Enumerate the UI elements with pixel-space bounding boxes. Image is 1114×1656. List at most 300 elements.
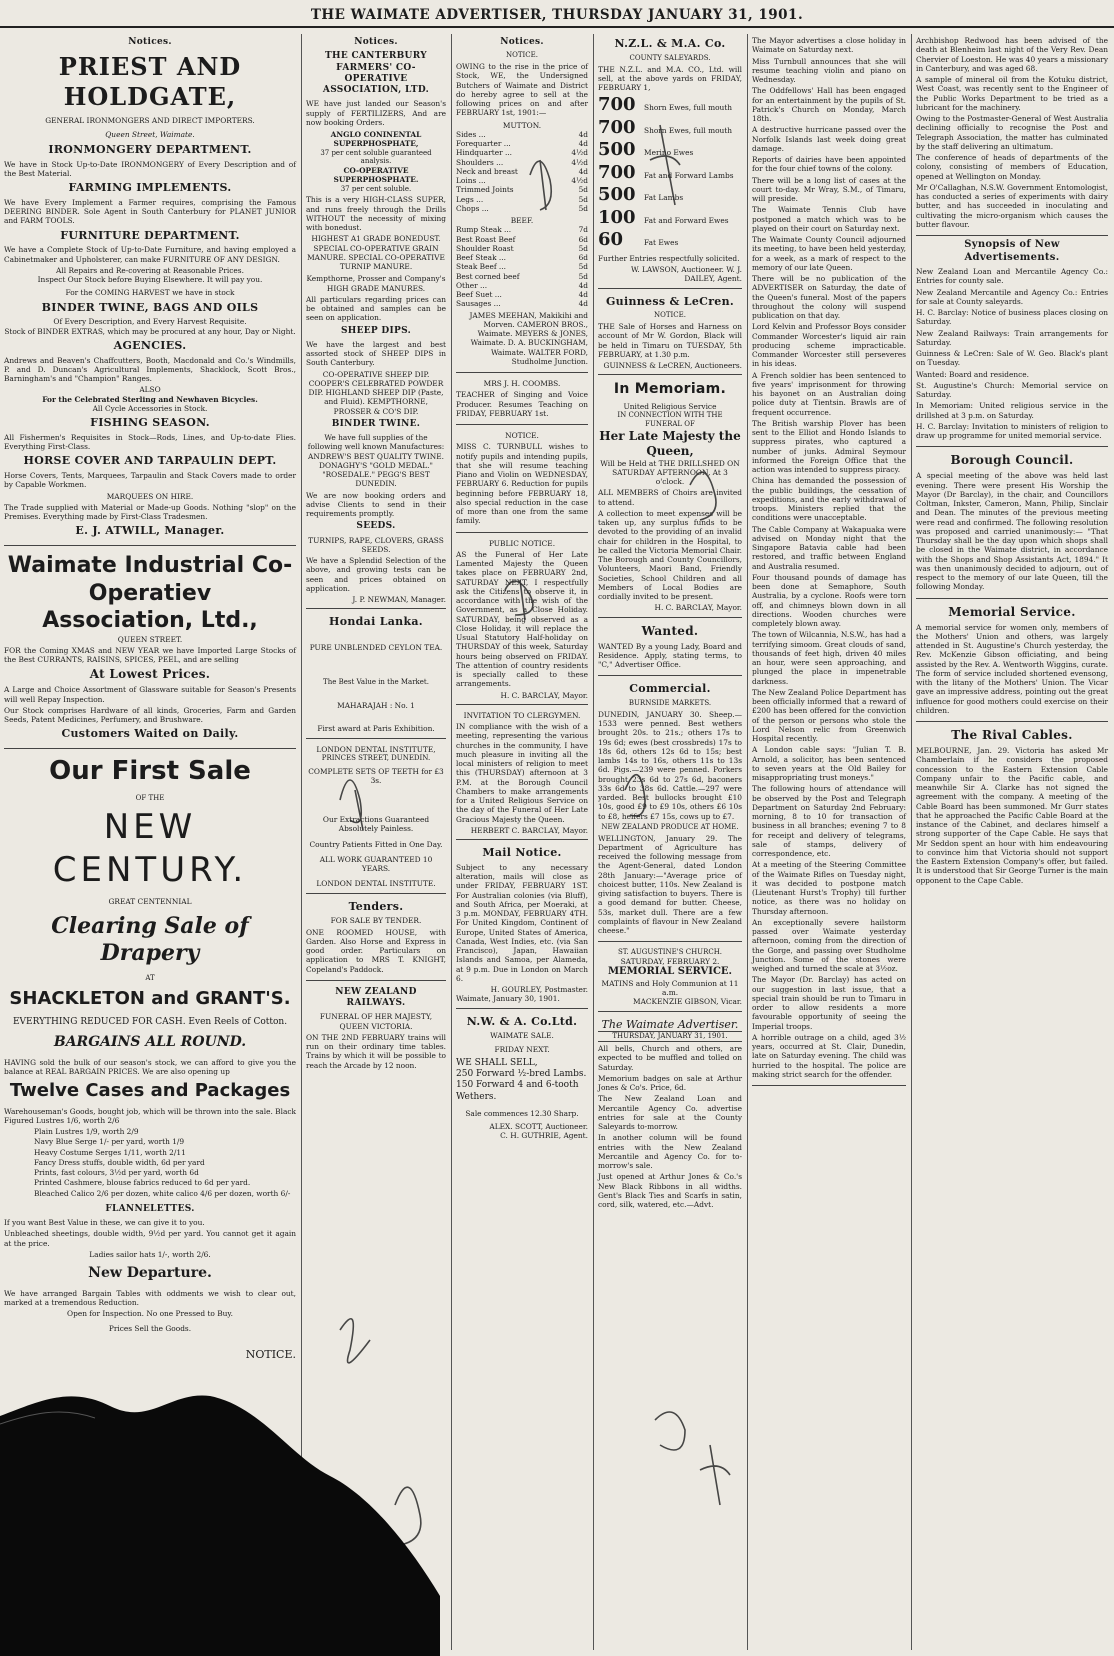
news-item: A destructive hurricane passed over the Norfolk Islands last week doing great damage. [752, 125, 906, 153]
sale-lot-desc: Fat Lambs [644, 193, 684, 203]
mutton-item [456, 167, 588, 176]
railways-trains: ON THE 2ND FEBRUARY trains will run on their ordinary time tables. Trains by which it will be possible to reach the Arcade by 12 noon. [306, 1032, 446, 1070]
hats-note: Ladies sailor hats 1/-, worth 2/6. [89, 1249, 211, 1259]
beef-item-label: Rump Steak ... [456, 225, 512, 235]
notices-header: Notices. [500, 37, 544, 47]
departure-text: We have arranged Bargain Tables with oddments we wish to clear out, marked at a tremendous Reduction. [4, 1288, 296, 1307]
public-notice-heading: PUBLIC NOTICE. [488, 538, 556, 548]
dept-furniture: FURNITURE DEPARTMENT. [60, 228, 240, 242]
coop-super-sub: 37 per cent soluble. [340, 184, 412, 193]
wanted-text: WANTED By a young Lady, Board and Residence. Apply, stating terms, to "C," Advertiser Office. [598, 641, 742, 669]
news-item: There will be no publication of the ADVERTISER on Saturday, the date of the Queen's funeral. Most of the papers throughout the colony will suspend publication on that day. [752, 274, 906, 320]
nzlma-intro: THE N.Z.L. and M.A. CO., Ltd. will sell, at the above yards on FRIDAY, FEBRUARY 1, [598, 64, 742, 92]
mutton-item [456, 148, 588, 157]
beef-item [456, 290, 588, 299]
synopsis-heading: Synopsis of New Advertisements. [964, 239, 1060, 263]
commercial-heading: Commercial. [629, 682, 711, 696]
prices-sell-note: Prices Sell the Goods. [108, 1324, 192, 1334]
news-item: There will be a long list of cases at the court to-day. Mr Wray, S.M., of Timaru, will preside. [752, 175, 906, 203]
cases-text: Warehouseman's Goods, bought job, which will be thrown into the sale. Black Figured Lustres 1/6, worth 2/6 [4, 1106, 296, 1125]
dips-text: We have the largest and best assorted stock of SHEEP DIPS in South Canterbury. [306, 339, 446, 368]
dental-ad [306, 745, 446, 894]
news-item: Miss Turnbull announces that she will resume teaching violin and piano on Wednesday. [752, 56, 906, 84]
coop-title-2: Association, Ltd., [42, 608, 258, 633]
beef-item-price: 4d [578, 280, 588, 290]
memorial-service [916, 605, 1108, 723]
barclay-signature-2: HERBERT C. BARCLAY, Mayor. [470, 825, 588, 835]
butchers-text: OWING to the rise in the price of Stock, WE, the Undersigned Butchers of Waimate and District do hereby agree to sell at the following prices on and after FEBRUARY 1st, 1901:— [456, 62, 588, 118]
guinness-notice: NOTICE. [654, 311, 686, 320]
nzloan-text: The New Zealand Loan and Mercantile Agency Co. advertise entries for sale at the County Saleyards to-morrow. [598, 1094, 742, 1131]
guinness-heading: Guinness & LeCren. [605, 294, 735, 308]
news-item: At a meeting of the Steering Committee of the Waimate Rifles on Tuesday night, it was decided to postpone match (Lieutenant Hurst's Trophy) till further notice, as there was no holiday on Thursday afternoon. [752, 860, 906, 916]
borough-text: A special meeting of the above was held last evening. There were present His Worship the Mayor (Dr Barclay), in the chair, and Councillors Coltman, Inkster, Cameron, Mann, Philip, Sinclair and Dean. The minutes of the previous meeting were read and confirmed. The following resolution was proposed and carried unanimously:— "That Thursday shall be the day upon which shops shall be closed in the Waimate district, in accordance with the Shops and Shop Assistants Act, 1894." It was then unanimously decided to adjourn, out of respect to the memory of our late Queen, till the following Monday. [916, 471, 1108, 592]
news-item: The Oddfellows' Hall has been engaged for an entertainment by the pupils of St. Patrick's Church on Monday, March 18th. [752, 86, 906, 123]
price-costume: Heavy Costume Serges 1/11, worth 2/11 [34, 1147, 186, 1157]
local-news [598, 1018, 742, 1210]
guthrie-signature: C. H. GUTHRIE, Agent. [500, 1131, 588, 1141]
advertiser-title: The Waimate Advertiser. [601, 1017, 739, 1031]
beef-heading: BEEF. [510, 216, 534, 225]
synopsis-item: St. Augustine's Church: Memorial service on Saturday. [916, 380, 1108, 399]
tarpaulin-text: Horse Covers, Tents, Marquees, Tarpaulin and Stack Covers made to order by Capable Workmen. [4, 471, 296, 490]
memorial-service-heading: MEMORIAL SERVICE. [607, 966, 733, 978]
sale-lot [598, 207, 742, 230]
sheep-dips-heading: SHEEP DIPS. [340, 325, 412, 336]
coombs-name: MRS J. H. COOMBS. [483, 379, 561, 388]
augustine-date: SATURDAY, FEBRUARY 2. [620, 957, 720, 966]
news-item: The Waimate County Council adjourned its meeting, to have been held yesterday, for a week, as a mark of respect to the memory of our late Queen. [752, 235, 906, 272]
beef-item-label: Shoulder Roast [456, 243, 514, 253]
also-label: ALSO [139, 385, 161, 395]
augustine-ad [598, 948, 742, 1011]
sale-lot-desc: Fat Ewes [644, 238, 679, 248]
clearing-sale: Clearing Sale of Drapery [51, 912, 249, 966]
mutton-item [456, 185, 588, 194]
firm-subtitle: GENERAL IRONMONGERS AND DIRECT IMPORTERS. [45, 116, 255, 126]
public-notice [456, 539, 588, 705]
news-item: The conference of heads of departments of the colony, consisting of members of Education, opened at Wellington on Monday. [916, 153, 1108, 181]
beef-item-label: Beef Steak ... [456, 253, 506, 262]
beef-item-label: Other ... [456, 280, 488, 290]
coombs-notice [456, 379, 588, 425]
mutton-item-price: 4½d [571, 157, 588, 167]
beef-item-price: 5d [578, 262, 588, 272]
coop-title-1: Waimate Industrial Co-Operatiev [7, 553, 293, 606]
turnbull-text: MISS C. TURNBULL wishes to notify pupils and intending pupils, that she will resume teaching Piano and Violin on WEDNESDAY, FEBRUARY 6. Reduction for pupils beginning before FEBRUARY 18, also special reduction in the case of more than one from the same family. [456, 442, 588, 526]
news-item: China has demanded the possession of the public buildings, the cessation of expeditions, and the early withdrawal of troops. Ministers replied that the conditions were unacceptable. [752, 476, 906, 523]
dental-address: PRINCES STREET, DUNEDIN. [321, 753, 431, 762]
dental-signature: LONDON DENTAL INSTITUTE. [316, 879, 436, 889]
guinness-text: THE Sale of Horses and Harness on account of Mr W. Gordon, Black will be held in Timaru on TUESDAY, 5th FEBRUARY, at 1.30 p.m. [598, 322, 742, 359]
beef-item [456, 244, 588, 253]
invitation-heading: INVITATION TO CLERGYMEN. [463, 710, 581, 720]
beef-item-price: 4d [578, 290, 588, 299]
saleyards-label: COUNTY SALEYARDS. [629, 53, 711, 62]
bells-text: All bells, Church and others, are expected to be muffled and tolled on Saturday. [598, 1044, 742, 1072]
beef-item-label: Beef Suet ... [456, 290, 502, 299]
post-date: Waimate, January 30, 1901. [456, 994, 560, 1004]
sale-lot [598, 139, 742, 162]
mutton-item [456, 130, 588, 139]
connection-text: IN CONNECTION WITH THE FUNERAL OF [617, 411, 723, 428]
gibson-signature: MACKENZIE GIBSON, Vicar. [633, 997, 742, 1007]
sale-lot-desc: Shorn Ewes, full mouth [644, 125, 733, 135]
at-label: AT [145, 973, 155, 982]
mutton-list [456, 130, 588, 213]
notices-header: Notices. [128, 37, 172, 47]
guinness-ad [598, 295, 742, 376]
synopsis-item: Wanted: Board and residence. [916, 369, 1029, 379]
bargains-heading: BARGAINS ALL ROUND. [53, 1034, 247, 1050]
butchers-notice [456, 51, 588, 373]
dept-farming: FARMING IMPLEMENTS. [68, 181, 232, 194]
mutton-item-label: Neck and breast [456, 166, 518, 176]
mail-text: Subject to any necessary alteration, mails will close as under FRIDAY, FEBRUARY 1ST. For Australian colonies (via Bluff), and South Africa, per Moeraki, at 3 p.m. MONDAY, FEBRUARY 4TH. For United Kingdom, Continent of Europe, United States of America, Canada, West Indies, etc. (via San Francisco), Japan, Hawaiian Islands and Samoa, per Alameda, at 9 p.m. Due in London on March 6. [456, 862, 588, 983]
binder-twine-sub: Of Every Description, and Every Harvest Requisite. [53, 317, 247, 327]
firm-address: Queen Street, Waimate. [105, 129, 195, 139]
trade-note: The Trade supplied with Material or Made-up Goods. Nothing "slop" on the Premises. Everything made by First-Class Tradesmen. [4, 502, 296, 521]
news-item: The following hours of attendance will be observed by the Post and Telegraph Department on Saturday 2nd February: morning, 8 to 10 for transaction of business in all branches; evening 7 to 8 for receipt and delivery of telegrams, sale of stamps, delivery of correspondence, etc. [752, 784, 906, 858]
extractions-note: Our Extractions Guaranteed Absolutely Painless. [322, 815, 430, 834]
news-item: Mr O'Callaghan, N.S.W. Government Entomologist, has conducted a series of experiments with dairy butter, and has succeeded in inoculating and cultivating the micro-organism which causes the butter flavour. [916, 182, 1108, 229]
sale-lot [598, 117, 742, 140]
sale-lot-qty: 60 [598, 229, 624, 251]
mutton-item [456, 195, 588, 204]
bargains-text: HAVING sold the bulk of our season's stock, we can afford to give you the balance at REAL BARGAIN PRICES. We are also opening up [4, 1057, 296, 1076]
invitation-text: IN compliance with the wish of a meeting, representing the various churches in the community, I have much pleasure in inviting all the local ministers of religion to meet this (THURSDAY) afternoon at 3 P.M. at the Borough Council Chambers to make arrangements for a United Religious Service on the day of the Funeral of Her Late Gracious Majesty the Queen. [456, 722, 588, 824]
barclay-signature: H. C. BARCLAY, Mayor. [654, 603, 742, 613]
mutton-item-label: Loins ... [456, 176, 486, 185]
scott-signature: ALEX. SCOTT, Auctioneer. [489, 1122, 588, 1131]
flannelettes-text: If you want Best Value in these, we can give it to you. [4, 1218, 205, 1227]
borough-council [916, 453, 1108, 598]
beef-item-price: 7d [578, 225, 588, 235]
news-item: Archbishop Redwood has been advised of the death at Blenheim last night of the Very Rev. Dean Chervier of Loeston. He was 40 years a missionary in Canterbury, and was aged 68. [916, 36, 1108, 73]
mutton-item-price: 4d [578, 166, 588, 176]
news-item: Owing to the Postmaster-General of West Australia declining officially to recognise the Post and Telegraph Association, the matter has culminated by the staff delivering an ultimatum. [916, 114, 1108, 151]
mutton-item [456, 139, 588, 148]
beef-item-price: 4d [578, 299, 588, 309]
news-item: The New Zealand Police Department has been officially informed that a reward of £200 has been offered for the conviction of the person or persons who stole the Lord Nelson relic from Greenwich Hospital recently. [752, 687, 906, 743]
dept-ironmongery: IRONMONGERY DEPARTMENT. [48, 142, 252, 156]
mutton-item-price: 4½d [571, 148, 588, 158]
synopsis-item: H. C. Barclay: Invitation to ministers of religion to draw up programme for united memorial service. [916, 421, 1108, 440]
newman-signature: J. P. NEWMAN, Manager. [352, 595, 446, 604]
memoriam-heading: In Memoriam. [613, 381, 727, 398]
beef-item-label: Steak Beef ... [456, 262, 506, 272]
sale-label: WAIMATE SALE. [490, 1031, 554, 1041]
hondai-ad [306, 615, 446, 738]
seeds-text: We have a Splendid Selection of the above, and growing tests can be seen and prices obtained on application. [306, 556, 446, 593]
sale-lot [598, 94, 742, 117]
firm-name: PRIEST AND HOLDGATE, [58, 52, 242, 112]
synopsis-item: H. C. Barclay: Notice of business places closing on Saturday. [916, 308, 1108, 327]
sale-lot-desc: Shorn Ewes, full mouth [644, 103, 733, 113]
notices-header: Notices. [354, 37, 398, 47]
sheeting-text: Unbleached sheetings, double width, 9½d per yard. You cannot get it again at the price. [4, 1229, 296, 1248]
masthead: THE WAIMATE ADVERTISER, THURSDAY JANUARY 31, 1901. [0, 4, 1114, 28]
borough-heading: Borough Council. [950, 453, 1074, 468]
majesty-text: Her Late Majesty the Queen, [599, 428, 741, 458]
markets-heading: BURNSIDE MARKETS. [628, 699, 712, 707]
beef-item-price: 5d [578, 271, 588, 281]
coombs-text: TEACHER of Singing and Voice Producer. Resumes Teaching on FRIDAY, FEBRUARY 1st. [456, 390, 588, 418]
sale-lot-desc: Merino Ewes [644, 148, 694, 158]
memoriam-ad [598, 381, 742, 617]
price-calico: Bleached Calico 2/6 per dozen, white calico 4/6 per dozen, worth 6/- [34, 1188, 291, 1198]
tenders-heading: Tenders. [348, 899, 404, 913]
synopsis-item: New Zealand Mercantile and Agency Co.: Entries for sale at County saleyards. [916, 287, 1108, 306]
sale-lot [598, 162, 742, 185]
nzlma-ad [598, 54, 742, 289]
booking-text: We are now booking orders and advise Clients to send in their requirements promptly. [306, 490, 446, 518]
markets-text: DUNEDIN, JANUARY 30. Sheep.—1533 were penned. Best wethers brought 20s. to 21s.; others 17s to 19s 6d; ewes (best crossbreds) 17s to 18s 6d, others 12s 6d to 15s; best lambs 14s to 16s, others 11s to 13s 6d. Pigs.—239 were penned. Porkers brought 23s 6d to 27s 6d, baconers 33s 6d to 38s 6d. Cattle.—297 were yarded. Best bullocks brought £10 10s, good £9 to £9 10s, others £6 10s to £8, heifers £7 15s, cows up to £7. [598, 709, 742, 821]
binder-twine: BINDER TWINE, BAGS AND OILS [41, 300, 259, 314]
mutton-item-price: 4½d [571, 176, 588, 185]
tea-sub: The Best Value in the Market. [323, 678, 429, 687]
beef-item [456, 272, 588, 281]
seeds-heading: SEEDS. [356, 521, 396, 532]
wanted-heading: Wanted. [641, 623, 699, 638]
railways-heading: NEW ZEALAND RAILWAYS. [335, 986, 417, 1008]
tenders-ad [306, 900, 446, 981]
beef-item-label: Best Roast Beef [456, 234, 516, 244]
torn-corner [0, 1296, 440, 1656]
centennial-label: GREAT CENTENNIAL [108, 897, 192, 907]
barclay-signature: H. C. BARCLAY, Mayor. [500, 690, 588, 700]
new-century-heading: NEW CENTURY. [52, 807, 248, 890]
seeds-list: TURNIPS, RAPE, CLOVERS, GRASS SEEDS. [308, 535, 444, 554]
synopsis-item: New Zealand Railways: Train arrangements for Saturday. [916, 328, 1108, 347]
notice-heading: NOTICE. [505, 431, 539, 440]
news-item: An exceptionally severe hailstorm passed over Waimate yesterday afternoon, coming from the direction of the Gorge, and passing over Studholme Junction. Some of the stones were weighed and turned the scale at 3½oz. [752, 917, 906, 973]
cycle-accessories: All Cycle Accessories in Stock. [92, 403, 208, 413]
coop-ad [4, 552, 296, 749]
butchers-signers: JAMES MEEHAN, Makikihi and Morven. CAMERON BROS., Waimate. MEYERS & JONES, Waimate. D. A. BUCKINGHAM, Waimate. WALTER FORD, Studholme Junction. [469, 310, 588, 366]
mutton-item-label: Trimmed Joints [456, 185, 514, 195]
harvest-note: For the COMING HARVEST we have in stock [65, 288, 235, 298]
cases-heading: Twelve Cases and Packages [9, 1080, 291, 1101]
agencies-text: Andrews and Beaven's Chaffcutters, Booth, Macdonald and Co.'s Windmills, P. and D. Duncan's Agricultural Implements, Shacklock, Scott Bros., Barningham's and "Champion" Ranges. [4, 355, 296, 383]
lot-2: 150 Forward 4 and 6-tooth Wethers. [456, 1080, 579, 1102]
nwa-sale [456, 1015, 588, 1141]
dept-ironmongery-text: We have in Stock Up-to-Date IRONMONGERY of Every Description and of the Best Material. [4, 159, 296, 178]
jones-text: Just opened at Arthur Jones & Co.'s New Black Ribbons in all widths. Gent's Black Ties and Scarfs in satin, cord, silk, watered, etc.—Advt. [598, 1172, 742, 1209]
railways-ad [306, 987, 446, 1070]
sale-lot-qty: 100 [598, 206, 636, 228]
coop-address: QUEEN STREET. [117, 634, 183, 644]
beef-item-price: 6d [578, 253, 588, 262]
memorial-heading: Memorial Service. [948, 604, 1076, 619]
rival-heading: The Rival Cables. [951, 728, 1073, 742]
postmaster-signature: H. GOURLEY, Postmaster. [490, 985, 588, 994]
beef-item-price: 5d [578, 243, 588, 253]
bicycles-note: For the Celebrated Sterling and Newhaven Bicycles. [42, 394, 258, 404]
railways-funeral: FUNERAL OF HER MAJESTY, QUEEN VICTORIA. [319, 1012, 433, 1031]
beef-item-label: Best corned beef [456, 271, 520, 281]
glassware-text: A Large and Choice Assortment of Glassware suitable for Season's Presents will well Repay Inspection. [4, 685, 296, 704]
mutton-item-label: Legs ... [456, 194, 484, 204]
dept-farming-text: We have Every Implement a Farmer requires, comprising the Famous DEERING BINDER. Sole Agent in South Canterbury for PLANET JUNIOR and FARM TOOLS. [4, 197, 296, 226]
advertiser-date: THURSDAY, JANUARY 31, 1901. [598, 1031, 742, 1042]
dips-list: CO-OPERATIVE SHEEP DIP. COOPER'S CELEBRATED POWDER DIP. HIGHLAND SHEEP DIP (Paste, and Fluid). KEMPTHORNE, PROSSER & CO'S DIP. [308, 369, 444, 416]
manager-signature: E. J. ATWILL, Manager. [75, 524, 225, 538]
lots-list [598, 94, 742, 252]
lot-1: 250 Forward ½-bred Lambs. [456, 1069, 587, 1079]
synopsis-section [916, 239, 1108, 447]
beef-item [456, 253, 588, 262]
cash-note: EVERYTHING REDUCED FOR CASH. Even Reels of Cotton. [12, 1016, 288, 1027]
beef-item-price: 6d [578, 234, 588, 244]
beef-item [456, 235, 588, 244]
mutton-heading: MUTTON. [502, 120, 542, 130]
beef-list [456, 225, 588, 308]
hondai-heading: Hondai Lanka. [329, 615, 423, 629]
sale-lot-qty: 700 [598, 116, 636, 138]
united-service: United Religious Service [623, 401, 717, 411]
news-item: A London cable says: "Julian T. B. Arnold, a solicitor, has been sentenced to seven years at the Old Bailey for misappropriating trust moneys." [752, 745, 906, 782]
sale-lot-qty: 700 [598, 94, 636, 116]
country-note: Country Patients Fitted in One Day. [309, 839, 443, 849]
column-3 [452, 34, 592, 1650]
farmers-ad [306, 51, 446, 609]
news-items [752, 36, 906, 1086]
rival-text: MELBOURNE, Jan. 29. Victoria has asked Mr Chamberlain if he considers the proposed concession to the Eastern Extension Cable Company unfair to the Pacific cable, and meanwhile Sir A. Clarke has not signed the agreement with the company. A meeting of the Cable Board has been summoned. Mr Gurr states that he approached the Pacific Cable Board at the instance of the Cabinet, and declares himself a strong supporter of the Cape Cable. He says that Mr Seddon spent an hour with him endeavouring to convince him that Victoria should not support the Eastern Extension Company's offer, but failed. It is understood that Sir George Turner is the main opponent to the Cape Cable. [916, 746, 1108, 885]
lawson-signature: W. LAWSON, Auctioneer. W. J. DAILEY, Agent. [630, 265, 742, 284]
fishing-text: All Fishermen's Requisites in Stock—Rods, Lines, and Up-to-date Flies. Everything First-Class. [4, 432, 296, 451]
news-item: Four thousand pounds of damage has been done at Semaphore, South Australia, by a cyclone. Roofs were torn off, and chimneys blown down in all directions. Wooden churches were completely blown away. [752, 572, 906, 628]
mutton-item-label: Forequarter ... [456, 139, 511, 148]
coop-text: FOR the Coming XMAS and NEW YEAR we have Imported Large Stocks of the Best CURRANTS, RAISINS, SPICES, PEEL, and are selling [4, 645, 296, 664]
beef-item [456, 281, 588, 290]
shackleton-name: SHACKLETON and GRANT'S. [9, 988, 291, 1010]
price-plain: Plain Lustres 1/9, worth 2/9 [34, 1127, 139, 1136]
news-item: Reports of dairies have been appointed for the four chief towns of the colony. [752, 155, 906, 174]
nzlma-heading: N.Z.L. & M.A. Co. [614, 37, 726, 50]
news-item: The Mayor advertises a close holiday in Waimate on Saturday next. [752, 36, 906, 55]
collection-text: A collection to meet expenses will be taken up, any surplus funds to be devoted to the providing of an invalid chair for children in the Hospital, to be called the Victoria Memorial Chair. The Borough and County Councillors, Volunteers, Maori Band, Friendly Societies, School Children and all Members of Local Bodies are cordially invited to be present. [598, 508, 742, 601]
open-note: Open for Inspection. No one Pressed to Buy. [67, 1309, 233, 1318]
news-item: The Mayor (Dr. Barclay) has acted on our suggestion in last issue, that a special train should be run to Timaru in order to allow residents a more favourable opportunity of seeing the Imperial troops. [752, 975, 906, 1031]
mutton-item-label: Sides ... [456, 129, 486, 139]
guinness-signature: GUINNESS & LeCREN, Auctioneers. [603, 361, 742, 370]
maharajah: MAHARAJAH : No. 1 [337, 701, 415, 710]
departure-heading: New Departure. [88, 1265, 212, 1281]
news-item: A horrible outrage on a child, aged 3½ years, occurred at St. Clair, Dunedin, late on Saturday evening. The child was hurried to the hospital. The police are making strict search for the offender. [752, 1032, 906, 1079]
beef-item [456, 225, 588, 234]
synopsis-item: In Memoriam: United religious service in the drillshed at 3 p.m. on Saturday. [916, 401, 1108, 420]
augustine-heading: ST. AUGUSTINE'S CHURCH. [617, 948, 723, 957]
invitation-notice [456, 711, 588, 840]
nwa-heading: N.W. & A. Co.Ltd. [466, 1014, 578, 1028]
super-text: This is a very HIGH-CLASS SUPER, and runs freely through the Drills WITHOUT the necessity of mixing with bonedust. [306, 195, 446, 232]
nwa-text: In another column will be found entries with the New Zealand Mercantile and Agency Co. for to-morrow's sale. [598, 1133, 742, 1170]
turnbull-notice [456, 431, 588, 533]
dept-furniture-text: We have a Complete Stock of Up-to-Date Furniture, and having employed a Cabinetmaker and Upholsterer, can make FURNITURE OF ANY DESIGN. [4, 245, 296, 264]
produce-heading: NEW ZEALAND PRODUCE AT HOME. [601, 822, 739, 831]
priest-holdgate-ad [4, 52, 296, 546]
binder-extras: Stock of BINDER EXTRAS, which may be procured at any hour, Day or Night. [4, 326, 296, 336]
lowest-prices: At Lowest Prices. [89, 667, 211, 682]
sale-lot-desc: Fat and Forward Ewes [644, 215, 729, 225]
first-sale-heading: Our First Sale [49, 756, 251, 786]
sale-lot [598, 184, 742, 207]
sale-lot-qty: 500 [598, 184, 636, 206]
tea-text: PURE UNBLENDED CEYLON TEA. [309, 643, 443, 652]
binder-twine-heading: BINDER TWINE. [331, 418, 421, 429]
teeth-offer: COMPLETE SETS OF TEETH for £3 3s. [308, 766, 444, 785]
matins-text: MATINS and Holy Communion at 11 a.m. [601, 978, 739, 997]
beef-item [456, 262, 588, 271]
price-fancy: Fancy Dress stuffs, double width, 6d per yard [34, 1157, 205, 1167]
news-items-right [916, 36, 1108, 236]
inspect-note: Inspect Our Stock before Buying Elsewhere. It will pay you. [37, 275, 263, 284]
anglo-super: ANGLO CONINENTAL SUPERPHOSPHATE, [330, 130, 422, 149]
award: First award at Paris Exhibition. [317, 724, 435, 734]
synopsis-item: New Zealand Loan and Mercantile Agency Co.: Entries for county sale. [916, 267, 1108, 286]
wanted-ad [598, 624, 742, 677]
news-item: The town of Wilcannia, N.S.W., has had a terrifying simoom. Great clouds of sand, thousands of feet high, driven 40 miles an hour, were seen approaching, and plunged the place in impenetrable darkness. [752, 630, 906, 686]
further-entries: Further Entries respectfully solicited. [598, 253, 740, 263]
guarantee-note: ALL WORK GUARANTEED 10 YEARS. [319, 854, 433, 873]
house-text: ONE ROOMED HOUSE, with Garden. Also Horse and Express in good order. Particulars on application to MRS T. KNIGHT, Copeland's Paddock. [306, 927, 446, 974]
mutton-item-price: 4d [578, 129, 588, 139]
fishing-heading: FISHING SEASON. [90, 416, 210, 429]
notice-sub: NOTICE. [506, 51, 538, 60]
mail-heading: Mail Notice. [482, 846, 562, 859]
mail-notice [456, 846, 588, 1009]
price-serge: Navy Blue Serge 1/- per yard, worth 1/9 [34, 1137, 185, 1147]
mutton-item [456, 204, 588, 213]
news-item: The British warship Plover has been sent to the Elliot and Hondo Islands to suppress pirates, who captured a number of junks. Admiral Seymour informed the Foreign Office that the action was intended to suppress piracy. [752, 418, 906, 474]
beef-item-label: Sausages ... [456, 299, 501, 309]
synopsis-item: Guinness & LeCren: Sale of W. Geo. Black's plant on Tuesday. [916, 349, 1108, 368]
news-item: Lord Kelvin and Professor Boys consider Commander Worcester's liquid air rain producing scheme impracticable. Commander Worcester still perseveres in his ideas. [752, 322, 906, 369]
sale-time: Sale commences 12.30 Sharp. [465, 1108, 579, 1118]
repairs-note: All Repairs and Re-covering at Reasonable Prices. [56, 265, 244, 275]
mutton-item-price: 4d [578, 139, 588, 148]
sale-lot [598, 229, 742, 252]
farmers-text: WE have just landed our Season's supply of FERTILIZERS, And are now booking Orders. [306, 99, 446, 127]
agencies-heading: AGENCIES. [113, 338, 187, 352]
mutton-item-price: 5d [578, 203, 588, 213]
sale-lot-desc: Fat and Forward Lambs [644, 170, 734, 180]
anglo-sub: 37 per cent soluble guaranteed analysis. [320, 148, 432, 166]
hardware-text: Our Stock comprises Hardware of all kinds, Groceries, Farm and Garden Seeds, Patent Medicines, Perfumery, and Brushware. [4, 705, 296, 724]
produce-text: WELLINGTON, January 29. The Department of Agriculture has received the following message from the Agent-General, dated London 28th January:—"Average price of choicest butter, 110s. New Zealand is giving satisfaction to buyers. There is a good demand for butter. Cheese, 53s, market dull. There are a few complaints of flavour in New Zealand cheese." [598, 833, 742, 935]
for-sale-label: FOR SALE BY TENDER. [330, 916, 422, 926]
price-cashmere: Printed Cashmere, blouse fabrics reduced to 6d per yard. [34, 1178, 251, 1188]
column-5 [748, 34, 910, 1650]
notice-bottom: NOTICE. [245, 1347, 296, 1361]
mutton-item-label: Hindquarter ... [456, 148, 513, 158]
memorial-text: A memorial service for women only, members of the Mothers' Union and others, was largely attended in St. Augustine's Church yesterday, the Rev. McKenzie Gibson officiating, and being assisted by the Rev. A. Wentworth Wiggins, curate. The form of service included shortened evensong, with the litany of the Mothers' Union. The Vicar gave an impressive address, pointing out the great influence for good mothers could exercise on their children. [916, 622, 1108, 715]
price-prints: Prints, fast colours, 3½d per yard, worth 6d [34, 1168, 199, 1177]
news-item: The Cable Company at Wakapuaka were advised on Monday night that the Singapore Batavia cable had been restored, and traffic between England and Australia resumed. [752, 524, 906, 571]
mutton-item-label: Chops ... [456, 203, 489, 213]
of-the-label: OF THE [135, 793, 165, 802]
public-notice-text: AS the Funeral of Her Late Lamented Majesty the Queen takes place on FEBRUARY 2nd, SATURDAY NEXT, I respectfully ask the Citizens to observe it, in accordance with the wish of the Government, as a Close Holiday. SATURDAY, being observed as a Close Holiday, it will replace the Usual Statutory Half-holiday on THURSDAY of this week, Saturday hours being observed on FRIDAY. The attention of country residents is specially called to these arrangements. [456, 549, 588, 689]
dental-title: LONDON DENTAL INSTITUTE, [316, 744, 436, 754]
kempthorne: Kempthorne, Prosser and Company's HIGH GRADE MANURES. [306, 274, 446, 293]
commercial-section [598, 682, 742, 942]
column-6 [912, 34, 1112, 1650]
friday-label: FRIDAY NEXT. [494, 1044, 550, 1054]
news-item: A French soldier has been sentenced to five years' imprisonment for throwing his bayonet on an Australian doing police duty at Tientsin. Brawls are of frequent occurrence. [752, 370, 906, 417]
news-item: The Waimate Tennis Club have postponed a match which was to be played on their court on Saturday next. [752, 205, 906, 233]
flannelettes-heading: FLANNELETTES. [105, 1203, 195, 1214]
